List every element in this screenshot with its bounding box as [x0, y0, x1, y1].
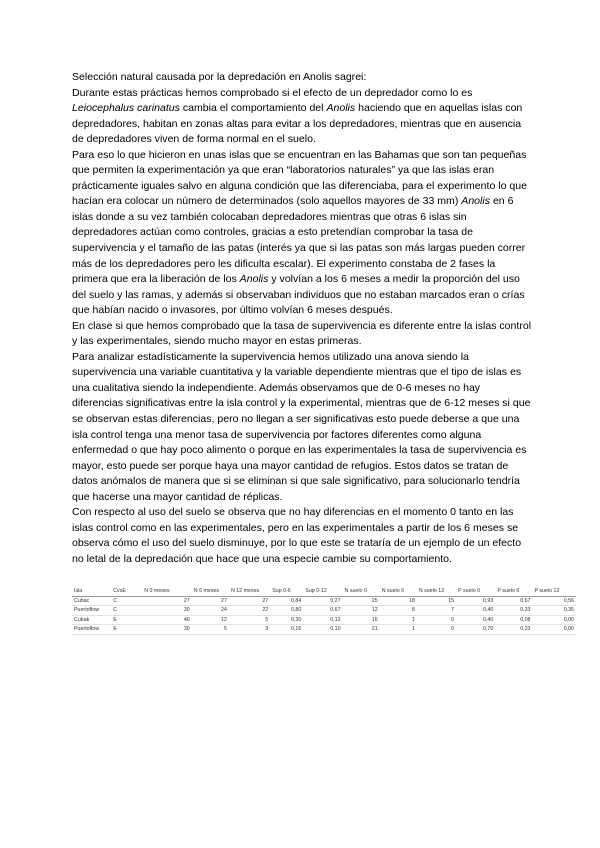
table-cell: 0,40 [456, 615, 495, 625]
text-segment: cambia el comportamiento del [179, 102, 327, 115]
table-cell: 0,56 [533, 596, 577, 606]
table-header-cell: P suelo 6 [495, 587, 532, 596]
table-cell: Cubak [72, 615, 111, 625]
table-cell: 30 [142, 606, 192, 616]
genus-name: Anolis [326, 102, 356, 115]
table-cell: 0,40 [456, 606, 495, 616]
table-header-cell: Sup 0-12 [303, 587, 342, 596]
table-cell: 0,30 [270, 615, 303, 625]
table-row [72, 625, 576, 635]
table-cell: 0,84 [270, 596, 303, 606]
table-header-cell: Sup 0-6 [270, 587, 303, 596]
table-cell: 5 [192, 625, 229, 635]
table-header-cell: N suelo 0 [343, 587, 380, 596]
paragraph-intro [72, 86, 532, 148]
text-segment: haciendo que en aquellas islas con depredadores, habitan en zonas altas para evitar a los depredadores, mientras que en ausencia de depredadores viven de forma normal en el suelo. [72, 102, 523, 146]
table-cell: 30 [142, 625, 192, 635]
table-header-cell: N 6 meses [192, 587, 229, 596]
table-cell: 22 [229, 606, 270, 616]
table-cell: 5 [229, 615, 270, 625]
table-cell: 0,10 [303, 625, 342, 635]
table-cell: Puertoflow [72, 606, 111, 616]
table-header-cell: Isla [72, 587, 111, 596]
table-header-cell: N suelo 12 [417, 587, 456, 596]
text-segment: Durante estas prácticas hemos comprobado si el efecto de un depredador como lo es [72, 86, 473, 99]
text-segment: y volvían a los 6 meses a medir la proporción del uso del suelo y las ramas, y además si observaban individuos que no estaban marcados eran o crías que habían nacido o invasores, por último volvían 6 meses después. [72, 273, 525, 317]
table-cell: 0,35 [533, 606, 577, 616]
document-body [72, 70, 532, 568]
species-name: Leiocephalus carinatus [72, 102, 180, 115]
table-cell: 15 [417, 596, 456, 606]
table-cell: E [111, 625, 142, 635]
table-cell: E [111, 615, 142, 625]
table-cell: 40 [142, 615, 192, 625]
table-cell: 21 [343, 625, 380, 635]
table-cell: 27 [229, 596, 270, 606]
table-cell: 0,67 [495, 596, 532, 606]
document-title: Selección natural causada por la depredación en Anolis sagrei: [72, 71, 367, 83]
table-row [72, 596, 576, 606]
table-cell: 1 [380, 615, 417, 625]
table-cell: 0,12 [303, 615, 342, 625]
table-body [72, 596, 576, 634]
table-cell: 8 [380, 606, 417, 616]
table-cell: 0,00 [533, 625, 577, 635]
table-cell: 0,93 [456, 596, 495, 606]
table-cell: 0,00 [533, 615, 577, 625]
table-cell: 0,80 [270, 606, 303, 616]
text-segment: Para eso lo que hicieron en unas islas que se encuentran en las Bahamas que son tan pequeñas que permiten la experimentación ya que eran “laboratorios naturales” ya que las islas eran prácticamente iguales salvo en alguna condición que las diferenciaba, para el experimento lo que hacían era colocar un número de determinados (solo aquellos mayores de 33 mm) [72, 148, 527, 208]
table-cell: 12 [343, 606, 380, 616]
table-cell: 3 [229, 625, 270, 635]
table-cell: 0,27 [303, 596, 342, 606]
table-header-cell: CvsE [111, 587, 142, 596]
paragraph-class-result: En clase si que hemos comprobado que la tasa de supervivencia es diferente entre la islas control y las experimentales, siendo mucho mayor en estas primeras. [72, 319, 532, 348]
table-cell: Cubac [72, 596, 111, 606]
table-row [72, 615, 576, 625]
table-cell: 0,67 [303, 606, 342, 616]
data-table [72, 587, 576, 635]
paragraph-ground-use: Con respecto al uso del suelo se observa que no hay diferencias en el momento 0 tanto en las islas control como en las experimentales, pero en las experimentales a partir de los 6 meses se observa cómo el uso del suelo disminuye, por lo que este se trataría de un ejemplo de un efecto no letal de la depredación que hace que una especie cambie su comportamiento. [72, 506, 522, 565]
table-header-cell: P suelo 0 [456, 587, 495, 596]
table-cell: 7 [417, 606, 456, 616]
table-cell: 1 [380, 625, 417, 635]
table-cell: C [111, 596, 142, 606]
table-cell: 0,33 [495, 606, 532, 616]
paragraph-statistics: Para analizar estadísticamente la supervivencia hemos utilizado una anova siendo la supervivencia una variable cuantitativa y la variable dependiente mientras que el tipo de islas es una cualitativa siendo la independiente. Además observamos que de 0-6 meses no hay diferencias significativas entre la isla control y la experimental, mientras que de 6-12 meses si que se observan estas diferencias, pero no llegan a ser significativas esto puede deberse a que una isla control tenga una menor tasa de supervivencia por factores diferentes como alguna enfermedad o que hay poco alimento o porque en las experimentales la tasa de supervivencia es mayor, esto puede ser porque haya una mayor cantidad de refugios. Estos datos se tratan de datos anómalos de manera que si se eliminan si que sale significativo, para solucionarlo tendría que hacerse una mayor cantidad de réplicas. [72, 350, 531, 503]
paragraph-experiment [72, 148, 532, 319]
table-cell: 27 [142, 596, 192, 606]
table-cell: 24 [192, 606, 229, 616]
table-cell: 0 [417, 625, 456, 635]
table-header-cell: P suelo 12 [533, 587, 577, 596]
table-cell: 18 [380, 596, 417, 606]
table-cell: 0,16 [270, 625, 303, 635]
table-cell: C [111, 606, 142, 616]
table-cell: 12 [192, 615, 229, 625]
genus-name: Anolis [461, 195, 491, 208]
table-cell: Puertoflow [72, 625, 111, 635]
text-segment: en 6 islas donde a su vez también colocaban depredadores mientras que otras 6 islas sin depredadores actúan como controles, gracias a esto pretendían comprobar la tasa de supervivencia y el tamaño de las patas (interés ya que si las patas son más largas pueden correr más de los depredadores pero les dificulta escalar). El experimento constaba de 2 fases la primera que era la liberación de los [72, 195, 526, 286]
genus-name: Anolis [239, 273, 269, 286]
table-cell: 0,08 [495, 615, 532, 625]
table-header-cell: N 0 meses [142, 587, 192, 596]
table-cell: 16 [343, 615, 380, 625]
table-row [72, 606, 576, 616]
table-cell: 0 [417, 615, 456, 625]
table-cell: 25 [343, 596, 380, 606]
table-header-cell: N 12 meses [229, 587, 270, 596]
table-header-row [72, 587, 576, 596]
table-cell: 27 [192, 596, 229, 606]
table-cell: 0,33 [495, 625, 532, 635]
table-header-cell: N suelo 6 [380, 587, 417, 596]
table-cell: 0,70 [456, 625, 495, 635]
